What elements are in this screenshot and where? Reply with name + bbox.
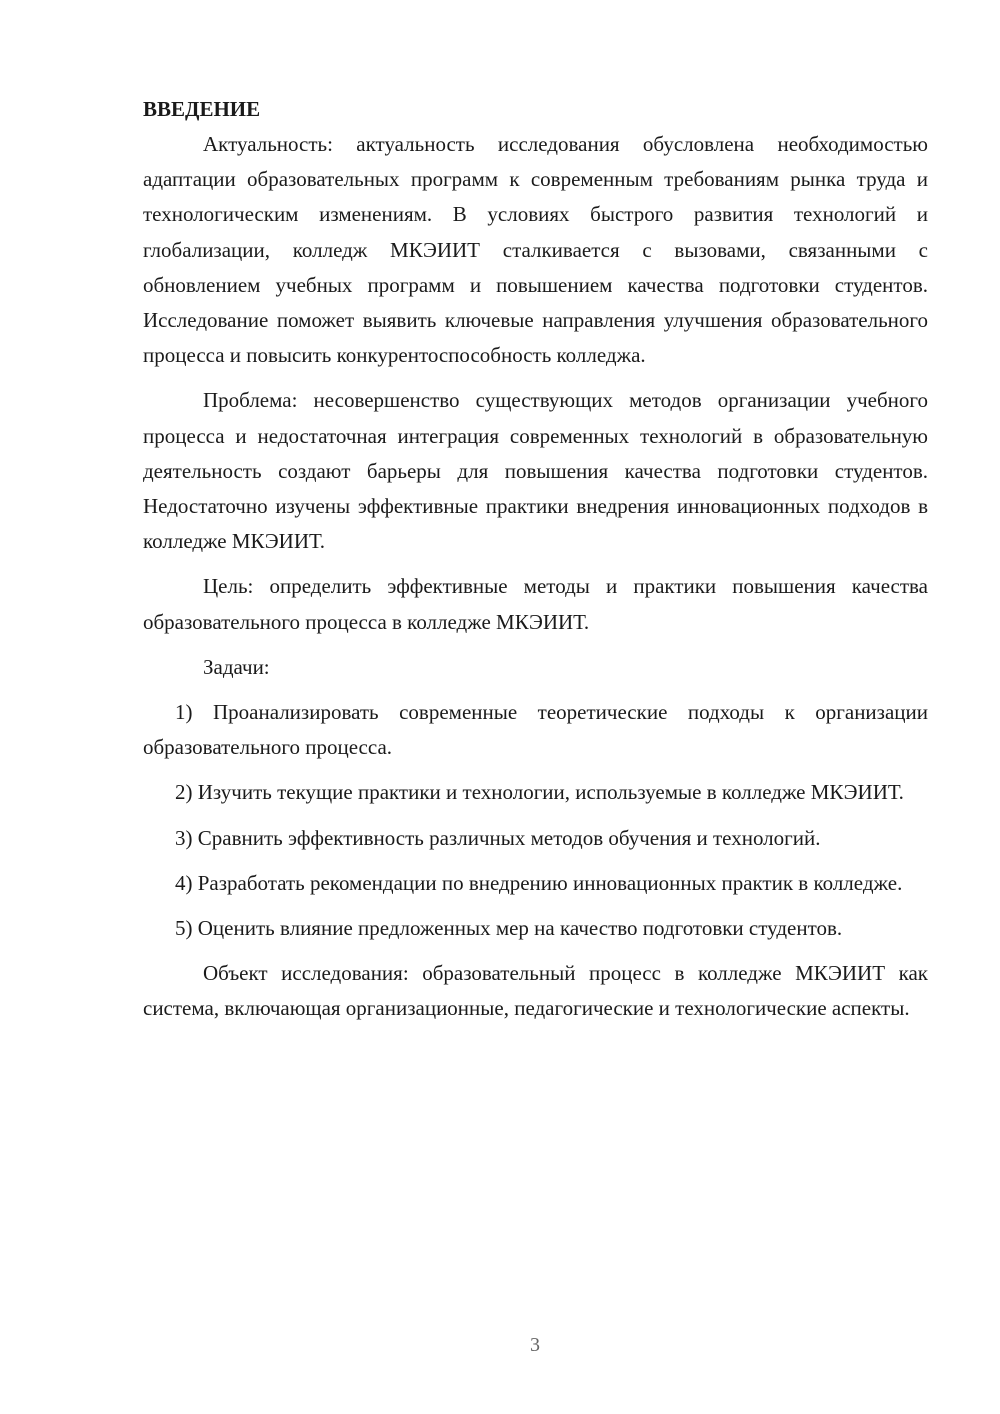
goal-paragraph: Цель: определить эффективные методы и практики повышения качества образовательного процесса в колледже МКЭИИТ. — [143, 574, 928, 634]
task-item-5: 5) Оценить влияние предложенных мер на качество подготовки студентов. — [175, 916, 843, 941]
page-title: ВВЕДЕНИЕ — [143, 97, 261, 121]
problem-paragraph: Проблема: несовершенство существующих методов организации учебного процесса и недостаточная интеграция современных технологий в образовательную деятельность создают барьеры для повышения качества подготовки студентов. Недостаточно изучены эффективные практики внедрения инновационных подходов в колледже МКЭИИТ. — [143, 388, 928, 554]
task-item-1: 1) Проанализировать современные теоретические подходы к организации образовательного процесса. — [143, 700, 928, 760]
tasks-label: Задачи: — [203, 654, 270, 679]
document-page — [143, 92, 928, 1027]
page-number: 3 — [530, 1334, 540, 1356]
task-item-3: 3) Сравнить эффективность различных методов обучения и технологий. — [175, 825, 821, 850]
task-item-2: 2) Изучить текущие практики и технологии, используемые в колледже МКЭИИТ. — [175, 780, 904, 805]
object-paragraph: Объект исследования: образовательный процесс в колледже МКЭИИТ как система, включающая организационные, педагогические и технологические аспекты. — [143, 961, 928, 1021]
task-item-4: 4) Разработать рекомендации по внедрению инновационных практик в колледже. — [175, 870, 903, 895]
relevance-paragraph: Актуальность: актуальность исследования обусловлена необходимостью адаптации образовательных программ к современным требованиям рынка труда и технологическим изменениям. В условиях быстрого развития технологий и глобализации, колледж МКЭИИТ сталкивается с вызовами, связанными с обновлением учебных программ и повышением качества подготовки студентов. Исследование поможет выявить ключевые направления улучшения образовательного процесса и повысить конкурентоспособность колледжа. — [143, 132, 928, 368]
